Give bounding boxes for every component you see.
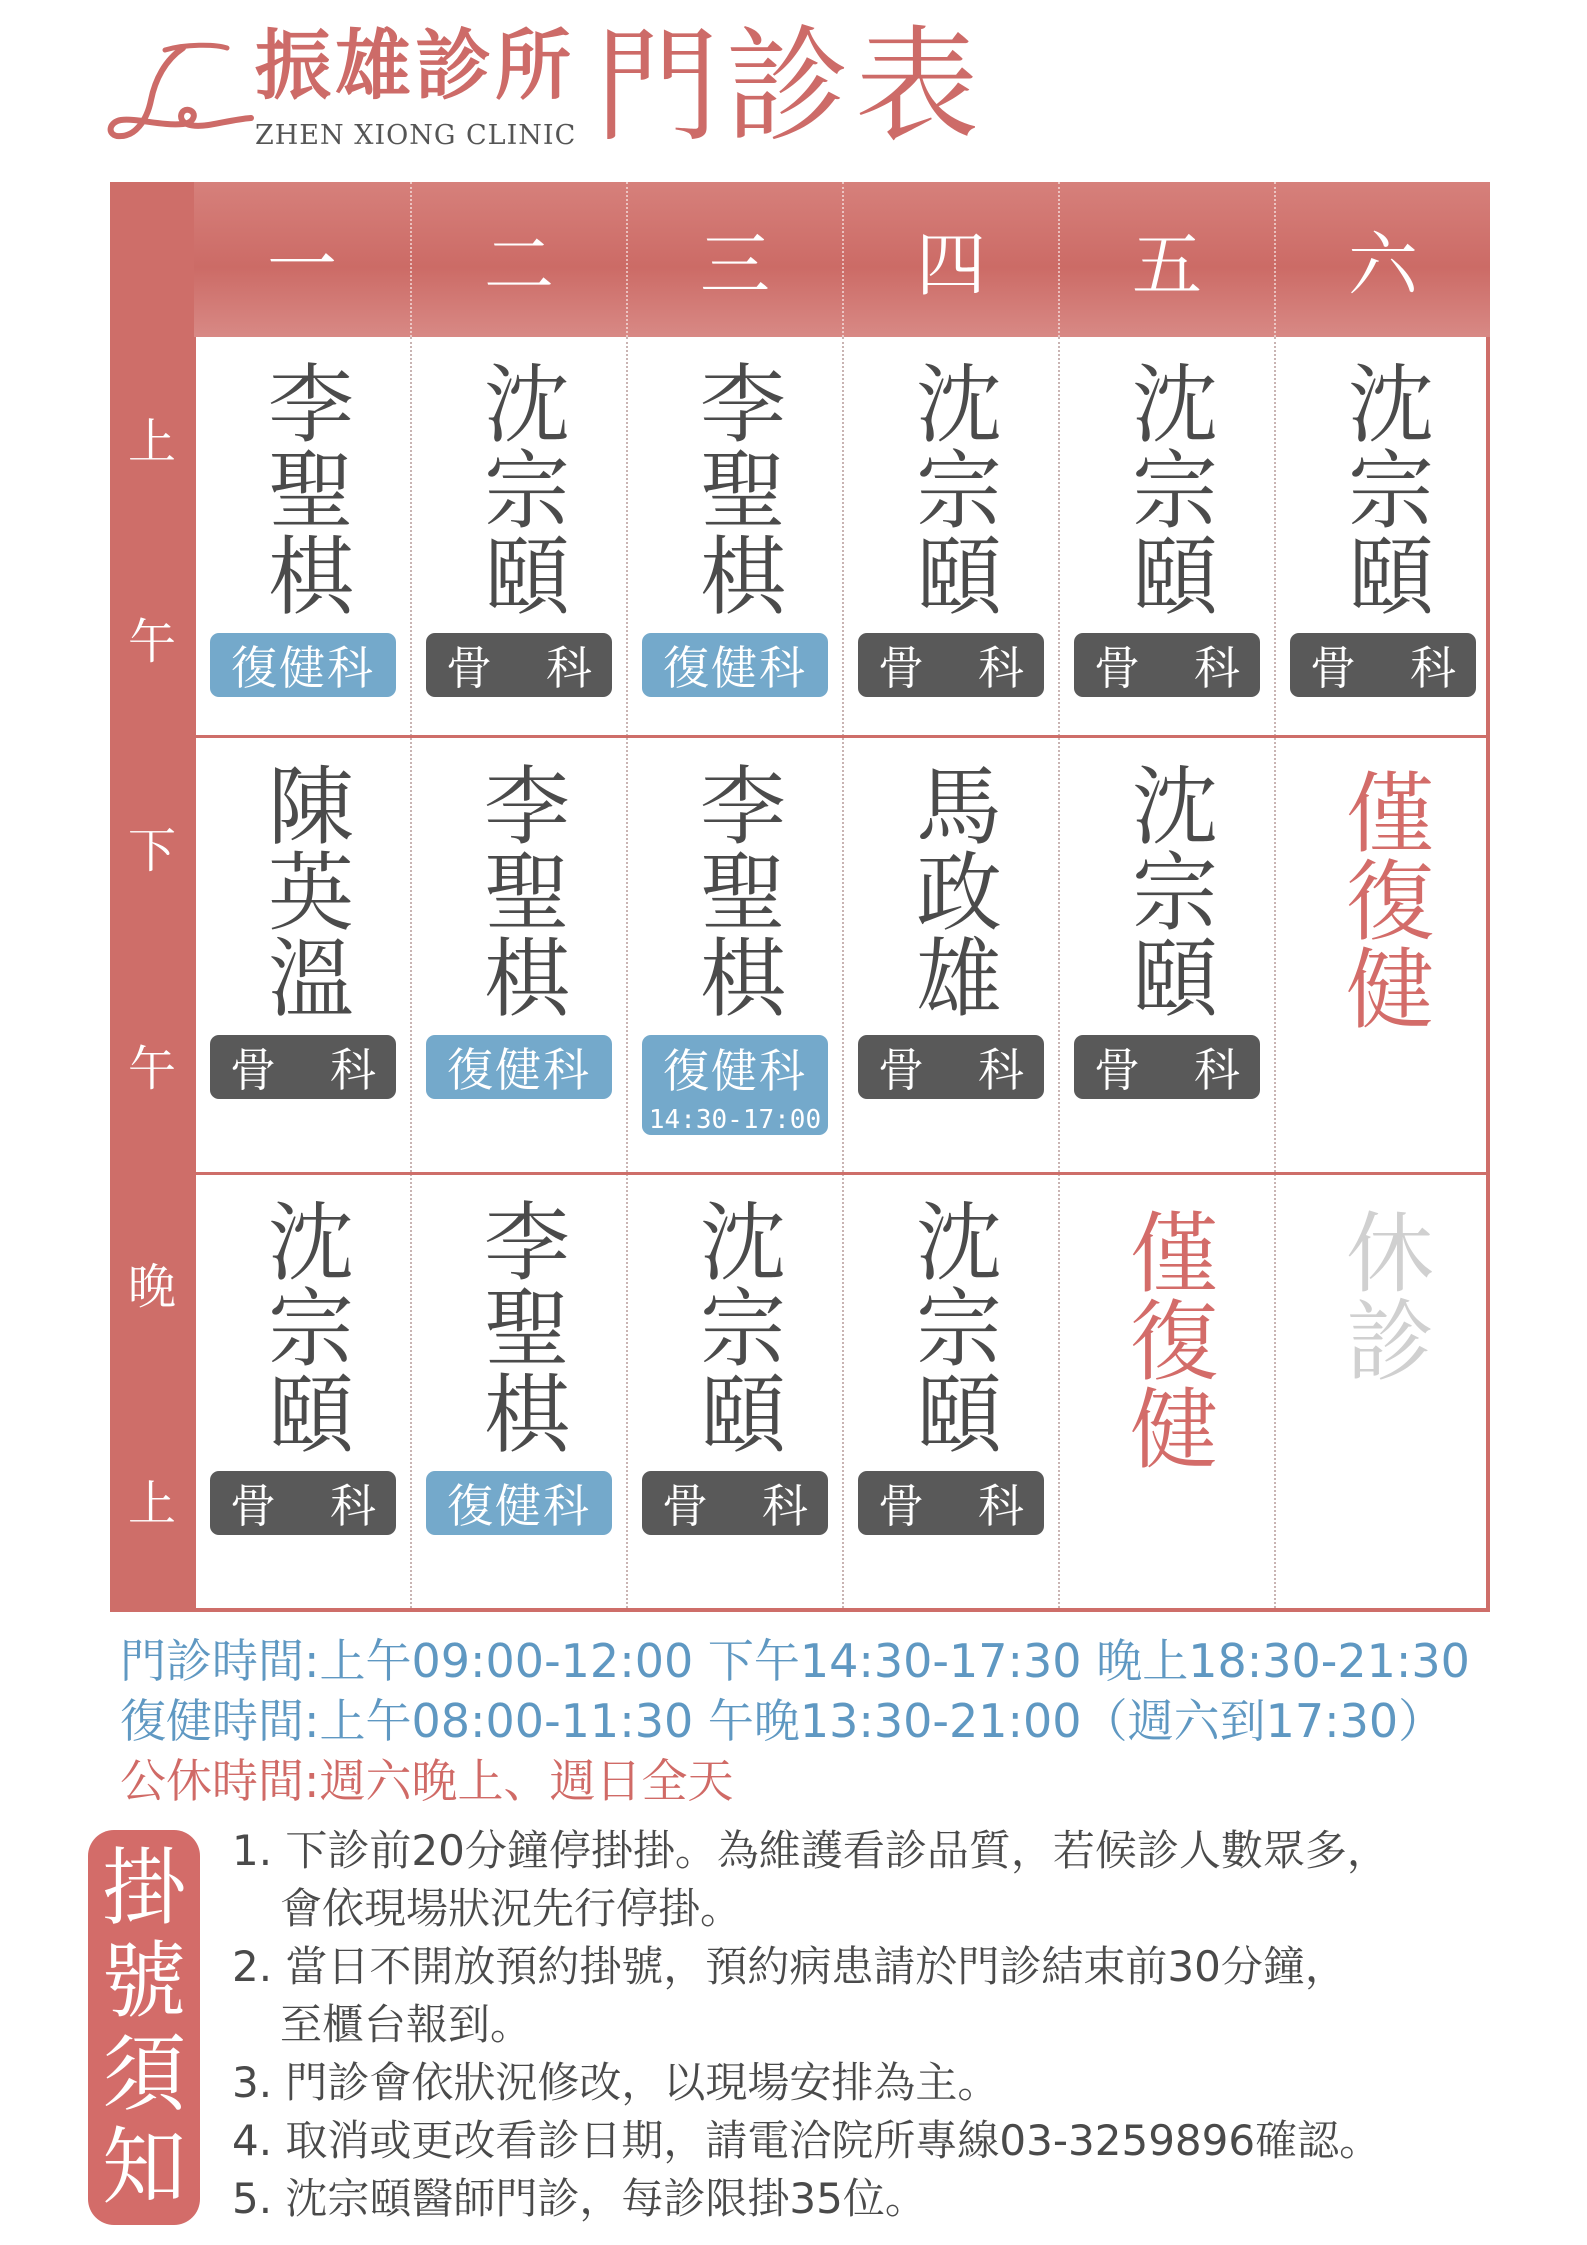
dept-badge-rehab: 復健科 — [426, 1471, 612, 1535]
doctor-name: 沈宗頤 — [685, 1197, 785, 1455]
period-char: 晚 — [127, 1259, 176, 1315]
schedule-cell-sat-afternoon — [1276, 767, 1490, 1031]
dept-char: 科 — [1194, 1043, 1240, 1097]
rule-item: 4. 取消或更改看診日期，請電洽院所專線03-3259896確認。 — [232, 2116, 1382, 2165]
doctor-name: 沈宗頤 — [1117, 359, 1217, 617]
dept-badge-ortho — [210, 1035, 396, 1099]
period-char: 上 — [127, 1476, 176, 1532]
schedule-cell-wed-evening — [628, 1197, 842, 1535]
doctor-name: 陳英溫 — [253, 761, 353, 1019]
registration-rules — [232, 1822, 1389, 2228]
schedule-cell-tue-evening — [412, 1197, 626, 1535]
dept-char: 科 — [546, 641, 592, 695]
day-saturday: 六 — [1274, 182, 1490, 337]
dept-badge-rehab: 復健科 — [642, 633, 828, 697]
schedule-cell-fri-morning — [1060, 359, 1274, 697]
dept-char: 骨 — [446, 641, 492, 695]
dept-char: 科 — [762, 1479, 808, 1533]
schedule-cell-mon-morning — [196, 359, 410, 697]
dept-badge-rehab: 復健科 — [210, 633, 396, 697]
rehab-hours: 復健時間:上午08:00-11:30 午晚13:30-21:00（週六到17:30） — [120, 1694, 1445, 1748]
clinic-name: 振雄診所 — [255, 21, 575, 110]
dept-char: 骨 — [878, 1043, 924, 1097]
doctor-name: 李聖棋 — [469, 761, 569, 1019]
doctor-name: 沈宗頤 — [1117, 761, 1217, 1019]
doctor-name: 李聖棋 — [253, 359, 353, 617]
day-monday: 一 — [267, 224, 337, 306]
row-divider — [196, 735, 1486, 738]
dept-badge-ortho — [642, 1471, 828, 1535]
row-divider — [196, 1172, 1486, 1175]
clinic-name-en: ZHEN XIONG CLINIC — [255, 120, 577, 151]
page-title: 門診表 — [595, 15, 986, 159]
schedule-cell-sat-evening — [1276, 1207, 1490, 1383]
period-char: 午 — [127, 1041, 176, 1098]
dept-badge-ortho — [858, 633, 1044, 697]
day-tuesday: 二 — [410, 182, 626, 337]
rule-item-continued: 至櫃台報到。 — [280, 2000, 533, 2049]
schedule-cell-fri-afternoon — [1060, 761, 1274, 1099]
dept-char: 骨 — [230, 1043, 276, 1097]
dept-char: 科 — [978, 1043, 1024, 1097]
schedule-cell-wed-afternoon — [628, 761, 842, 1135]
dept-char: 骨 — [230, 1479, 276, 1533]
dept-char: 骨 — [1094, 1043, 1140, 1097]
doctor-name: 李聖棋 — [685, 359, 785, 617]
doctor-name: 沈宗頤 — [1333, 359, 1433, 617]
dept-char: 科 — [330, 1043, 376, 1097]
doctor-name: 沈宗頤 — [469, 359, 569, 617]
dept-badge-ortho — [1074, 1035, 1260, 1099]
dept-badge-ortho — [210, 1471, 396, 1535]
schedule-cell-sat-morning — [1276, 359, 1490, 697]
schedule-grid — [196, 337, 1486, 1608]
rehab-only-note: 僅復健 — [1332, 767, 1435, 1031]
dept-char: 科 — [978, 1479, 1024, 1533]
dept-badge-rehab — [642, 1035, 828, 1135]
doctor-name: 沈宗頤 — [253, 1197, 353, 1455]
signature-logo-icon — [105, 40, 255, 150]
dept-char: 科 — [330, 1479, 376, 1533]
dept-char: 骨 — [878, 641, 924, 695]
closed-note: 休診 — [1332, 1207, 1435, 1383]
schedule-cell-thu-evening — [844, 1197, 1058, 1535]
doctor-name: 沈宗頤 — [901, 1197, 1001, 1455]
dept-badge-ortho — [426, 633, 612, 697]
dept-char: 骨 — [662, 1479, 708, 1533]
registration-notice-tag — [88, 1830, 200, 2225]
rule-item: 1. 下診前20分鐘停掛掛。為維護看診品質，若候診人數眾多， — [232, 1826, 1389, 1875]
session-time: 14:30-17:00 — [648, 1105, 822, 1135]
clinic-hours: 門診時間:上午09:00-12:00 下午14:30-17:30 晚上18:30-21:30 — [120, 1634, 1470, 1688]
schedule-cell-tue-afternoon — [412, 761, 626, 1099]
doctor-name: 李聖棋 — [685, 761, 785, 1019]
doctor-name: 李聖棋 — [469, 1197, 569, 1455]
rule-item: 2. 當日不開放預約掛號，預約病患請於門診結束前30分鐘， — [232, 1942, 1347, 1991]
rule-item: 3. 門診會依狀況修改，以現場安排為主。 — [232, 2058, 1000, 2107]
rehab-only-note: 僅復健 — [1116, 1207, 1219, 1471]
schedule-cell-fri-evening — [1060, 1207, 1274, 1471]
dept-badge-ortho — [1290, 633, 1476, 697]
notice-tag-char: 須 — [101, 2024, 186, 2123]
period-char: 下 — [127, 822, 176, 879]
dept-char: 科 — [978, 641, 1024, 695]
doctor-name: 沈宗頤 — [901, 359, 1001, 617]
schedule-cell-tue-morning — [412, 359, 626, 697]
notice-tag-char: 知 — [101, 2117, 186, 2216]
dept-char: 骨 — [1094, 641, 1140, 695]
rule-item-continued: 會依現場狀況先行停掛。 — [280, 1884, 743, 1933]
schedule-cell-mon-evening — [196, 1197, 410, 1535]
dept-badge-ortho — [858, 1035, 1044, 1099]
dept-badge-ortho — [858, 1471, 1044, 1535]
schedule-cell-thu-afternoon — [844, 761, 1058, 1099]
schedule-cell-mon-afternoon — [196, 761, 410, 1099]
doctor-name: 馬政雄 — [901, 761, 1001, 1019]
dept-char: 骨 — [878, 1479, 924, 1533]
period-afternoon — [110, 737, 194, 1174]
period-morning — [110, 337, 194, 737]
period-char: 午 — [127, 613, 176, 670]
period-char: 上 — [127, 413, 176, 470]
period-evening — [110, 1174, 194, 1608]
dept-char: 科 — [1194, 641, 1240, 695]
day-friday: 五 — [1058, 182, 1274, 337]
dept-label: 復健科 — [663, 1044, 807, 1098]
weekday-header — [194, 182, 1490, 337]
rule-item: 5. 沈宗頤醫師門診，每診限掛35位。 — [232, 2174, 927, 2223]
day-wednesday: 三 — [626, 182, 842, 337]
dept-badge-ortho — [1074, 633, 1260, 697]
schedule-cell-wed-morning — [628, 359, 842, 697]
schedule-cell-thu-morning — [844, 359, 1058, 697]
day-thursday: 四 — [842, 182, 1058, 337]
dept-badge-rehab: 復健科 — [426, 1035, 612, 1099]
notice-tag-char: 掛 — [101, 1839, 186, 1938]
dept-char: 科 — [1410, 641, 1456, 695]
schedule-table — [110, 182, 1490, 1612]
dept-char: 骨 — [1310, 641, 1356, 695]
closed-hours: 公休時間:週六晚上、週日全天 — [120, 1754, 734, 1808]
notice-tag-char: 號 — [101, 1932, 186, 2031]
